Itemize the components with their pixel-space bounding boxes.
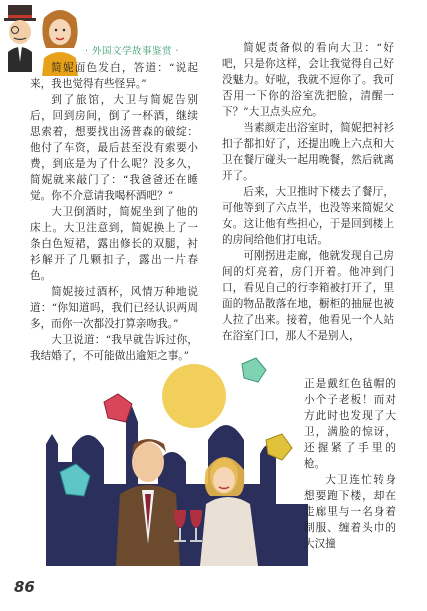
paragraph: 后来，大卫推时下楼去了餐厅，可他等到了六点半，也没等来简妮父女。这让他有些担心，于是回到楼上的房间给他们打电话。 [222,186,394,246]
paragraph: 简妮面色发白，答道：“说起来，我也觉得有些怪异。” [30,62,198,90]
gem-icon [104,394,132,422]
woman-figure [200,457,258,566]
left-text-column [30,60,198,364]
paragraph: 可刚拐进走廊，他就发现自己房间的灯亮着，房门开着。他冲到门口，看见自己的行李箱被打开了，里面的物品散落在地，橱柜的抽屉也被人拉了出来。接着，他看见一个人站在浴室门口，那人不是别人， [222,250,394,342]
page-number: 86 [14,578,35,596]
paragraph: 大卫连忙转身想要跑下楼，却在走廊里与一名身着制服、缠着头巾的大汉撞 [304,474,396,550]
lady-face-icon [42,10,77,48]
paragraph: 到了旅馆，大卫与简妮告别后，回到房间，倒了一杯酒，继续思索着，想要找出汤普森的破绽：他付了车资，最后甚至没有索要小费，到底是为了什么呢？没多久，简妮就来敲门了：“我爸爸还在睡觉。你不介意请我喝杯酒吧？” [30,94,198,202]
gentleman-face-icon [9,20,31,44]
paragraph: 大卫倒酒时，简妮坐到了他的床上。大卫注意到，简妮换上了一条白色短裙，露出修长的双腿，衬衫解开了几颗扣子，露出一片春色。 [30,206,198,282]
paragraph: 当素颜走出浴室时，简妮把衬衫扣子都扣好了，还提出晚上六点和大卫在餐厅碰头一起用晚餐，然后就离开了。 [222,122,394,182]
top-hat-icon [4,5,36,21]
wrapped-text-block [304,376,396,552]
gem-icon [242,358,266,382]
paragraph: 简妮接过酒杯，风情万种地说道：“你知道吗，我们已经认识两周多，而你一次都没打算亲吻我。” [30,286,198,330]
paragraph: 大卫说道：“我早就告诉过你，我结婚了，不可能做出逾矩之事。” [30,334,198,362]
story-illustration [46,344,308,566]
moon-icon [162,364,226,428]
paragraph: 简妮责备似的看向大卫：“好吧，只是你这样，会让我觉得自己好没魅力。好啦，我就不逗你了。我可否用一下你的浴室洗把脸，清醒一下？”大卫点头应允。 [222,42,394,118]
gentleman-body-icon [8,46,32,72]
paragraph: 正是戴红色毡帽的小个子老板！而对方此时也发现了大卫，满脸的惊讶，还握紧了手里的枪。 [304,378,396,470]
right-text-column [222,40,394,344]
section-tag: · 外国文学故事鉴赏 · [85,46,180,57]
